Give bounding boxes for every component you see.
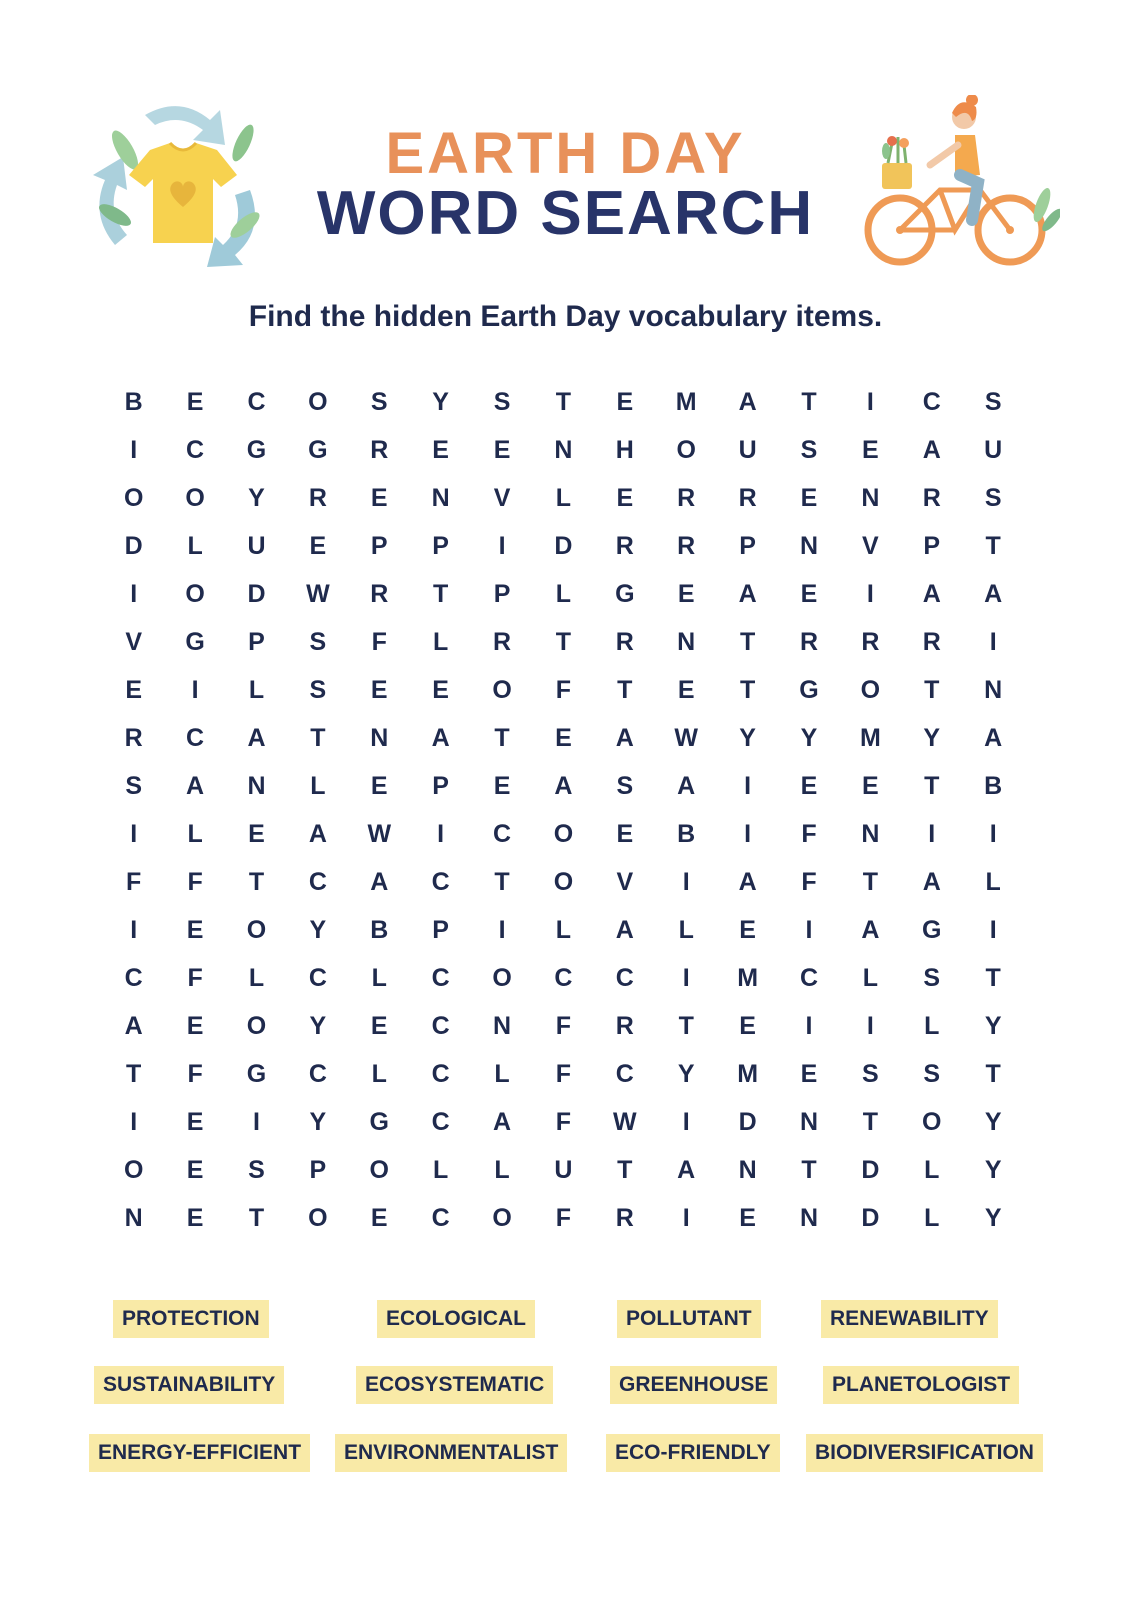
grid-letter[interactable]: A	[861, 916, 880, 944]
grid-letter[interactable]: O	[492, 964, 512, 992]
grid-letter[interactable]: T	[985, 532, 1001, 560]
grid-letter[interactable]: N	[554, 436, 573, 464]
grid-letter[interactable]: E	[800, 772, 818, 800]
grid-letter[interactable]: E	[370, 1012, 388, 1040]
grid-letter[interactable]: R	[799, 628, 819, 656]
grid-letter[interactable]: L	[248, 964, 265, 992]
grid-letter[interactable]: N	[431, 484, 450, 512]
grid-letter[interactable]: U	[554, 1156, 573, 1184]
grid-letter[interactable]: S	[248, 1156, 265, 1184]
grid-letter[interactable]: E	[309, 532, 327, 560]
grid-letter[interactable]: Y	[984, 1204, 1002, 1232]
grid-letter[interactable]: T	[924, 772, 940, 800]
word-tag: GREENHOUSE	[610, 1366, 777, 1404]
grid-letter[interactable]: T	[985, 1060, 1001, 1088]
grid-letter[interactable]: T	[555, 628, 572, 656]
grid-letter[interactable]: D	[247, 580, 266, 608]
grid-letter[interactable]: F	[126, 868, 142, 896]
grid-letter[interactable]: E	[616, 388, 634, 416]
grid-letter[interactable]: C	[615, 1060, 634, 1088]
grid-letter[interactable]: G	[246, 1060, 267, 1088]
grid-letter[interactable]: O	[308, 388, 328, 416]
grid-letter[interactable]: C	[431, 868, 450, 896]
word-tag: ENVIRONMENTALIST	[335, 1434, 567, 1472]
grid-letter[interactable]: C	[186, 436, 205, 464]
grid-letter[interactable]: L	[371, 1060, 387, 1088]
grid-letter[interactable]: E	[186, 1012, 204, 1040]
grid-letter[interactable]: Y	[984, 1156, 1002, 1184]
word-list	[0, 1300, 1131, 1500]
grid-letter[interactable]: Y	[800, 724, 818, 752]
grid-letter[interactable]: F	[555, 1012, 572, 1040]
grid-letter[interactable]: I	[805, 1012, 813, 1040]
grid-letter[interactable]: C	[186, 724, 205, 752]
grid-letter[interactable]: M	[737, 964, 759, 992]
grid-letter[interactable]: N	[984, 676, 1003, 704]
grid-letter[interactable]: N	[799, 1204, 819, 1232]
grid-letter[interactable]: F	[187, 868, 203, 896]
grid-letter[interactable]: Y	[984, 1108, 1002, 1136]
grid-letter[interactable]: W	[367, 820, 392, 848]
grid-letter[interactable]: E	[432, 436, 449, 464]
grid-letter[interactable]: R	[493, 628, 512, 656]
grid-letter[interactable]: O	[922, 1108, 942, 1136]
grid-letter[interactable]: M	[675, 388, 697, 416]
grid-letter[interactable]: T	[924, 676, 940, 704]
grid-letter[interactable]: I	[130, 580, 138, 608]
grid-letter[interactable]: D	[124, 532, 143, 560]
grid-letter[interactable]: P	[248, 628, 265, 656]
grid-letter[interactable]: T	[494, 724, 510, 752]
grid-letter[interactable]: T	[801, 1156, 817, 1184]
grid-letter[interactable]: Y	[309, 1012, 327, 1040]
grid-letter[interactable]: R	[615, 1012, 634, 1040]
grid-letter[interactable]: S	[309, 676, 327, 704]
grid-letter[interactable]: P	[309, 1156, 327, 1184]
grid-letter[interactable]: E	[186, 1204, 204, 1232]
grid-letter[interactable]: V	[493, 484, 511, 512]
grid-letter[interactable]: L	[187, 532, 203, 560]
grid-letter[interactable]: G	[799, 676, 819, 704]
grid-letter[interactable]: B	[370, 916, 389, 944]
grid-letter[interactable]: E	[677, 676, 695, 704]
grid-letter[interactable]: P	[432, 532, 449, 560]
grid-letter[interactable]: T	[555, 388, 572, 416]
word-tag: ECOLOGICAL	[377, 1300, 535, 1338]
grid-letter[interactable]: S	[923, 964, 941, 992]
grid-letter[interactable]: O	[676, 436, 696, 464]
grid-letter[interactable]: A	[984, 580, 1003, 608]
word-tag: PLANETOLOGIST	[823, 1366, 1019, 1404]
grid-letter[interactable]: E	[616, 820, 634, 848]
grid-letter[interactable]: T	[248, 1204, 265, 1232]
grid-letter[interactable]: N	[799, 1108, 819, 1136]
grid-letter[interactable]: L	[187, 820, 203, 848]
grid-letter[interactable]: P	[739, 532, 756, 560]
grid-letter[interactable]: I	[682, 1108, 690, 1136]
grid-letter[interactable]: L	[924, 1156, 940, 1184]
grid-letter[interactable]: W	[306, 580, 330, 608]
grid-letter[interactable]: O	[860, 676, 881, 704]
grid-letter[interactable]: T	[126, 1060, 142, 1088]
grid-letter[interactable]: M	[737, 1060, 759, 1088]
grid-letter[interactable]: L	[433, 628, 449, 656]
word-tag: RENEWABILITY	[821, 1300, 998, 1338]
grid-letter[interactable]: E	[370, 484, 388, 512]
grid-letter[interactable]: I	[744, 820, 752, 848]
grid-letter[interactable]: L	[555, 580, 572, 608]
grid-letter[interactable]: E	[800, 1060, 818, 1088]
grid-letter[interactable]: N	[799, 532, 819, 560]
grid-letter[interactable]: N	[124, 1204, 143, 1232]
grid-letter[interactable]: L	[310, 772, 326, 800]
grid-letter[interactable]: I	[866, 1012, 874, 1040]
grid-letter[interactable]: A	[493, 1108, 512, 1136]
grid-letter[interactable]: L	[985, 868, 1001, 896]
grid-letter[interactable]: W	[674, 724, 699, 752]
grid-letter[interactable]: N	[861, 820, 880, 848]
grid-letter[interactable]: N	[861, 484, 880, 512]
word-tag: ECOSYSTEMATIC	[356, 1366, 553, 1404]
grid-letter[interactable]: T	[617, 676, 633, 704]
word-tag: PROTECTION	[113, 1300, 269, 1338]
grid-letter[interactable]: R	[738, 484, 757, 512]
grid-letter[interactable]: I	[989, 916, 997, 944]
grid-letter[interactable]: Y	[309, 1108, 327, 1136]
grid-letter[interactable]: R	[124, 724, 143, 752]
grid-letter[interactable]: I	[989, 628, 997, 656]
grid-letter[interactable]: C	[308, 964, 327, 992]
grid-letter[interactable]: D	[738, 1108, 757, 1136]
grid-letter[interactable]: R	[677, 484, 696, 512]
grid-letter[interactable]: F	[187, 964, 203, 992]
grid-letter[interactable]: E	[739, 916, 756, 944]
grid-letter[interactable]: I	[805, 916, 813, 944]
grid-letter[interactable]: T	[494, 868, 510, 896]
word-tag: BIODIVERSIFICATION	[806, 1434, 1043, 1472]
grid-letter[interactable]: N	[738, 1156, 757, 1184]
grid-letter[interactable]: A	[308, 820, 327, 848]
grid-letter[interactable]: S	[493, 388, 511, 416]
grid-letter[interactable]: U	[247, 532, 266, 560]
grid-letter[interactable]: E	[555, 724, 572, 752]
grid-letter[interactable]: T	[862, 868, 879, 896]
grid-letter[interactable]: F	[555, 1060, 572, 1088]
grid-letter[interactable]: R	[370, 436, 389, 464]
grid-letter[interactable]: S	[862, 1060, 879, 1088]
grid-letter[interactable]: O	[123, 1156, 144, 1184]
grid-letter[interactable]: N	[247, 772, 266, 800]
grid-letter[interactable]: O	[492, 1204, 512, 1232]
grid-letter[interactable]: C	[922, 388, 941, 416]
grid-letter[interactable]: G	[615, 580, 635, 608]
grid-letter[interactable]: G	[246, 436, 267, 464]
grid-letter[interactable]: E	[370, 1204, 388, 1232]
grid-letter[interactable]: A	[615, 724, 634, 752]
grid-letter[interactable]: I	[744, 772, 752, 800]
grid-letter[interactable]: G	[922, 916, 942, 944]
grid-letter[interactable]: I	[866, 580, 874, 608]
grid-letter[interactable]: U	[738, 436, 757, 464]
grid-letter[interactable]: S	[984, 484, 1002, 512]
grid-letter[interactable]: E	[370, 676, 388, 704]
grid-letter[interactable]: P	[370, 532, 388, 560]
grid-letter[interactable]: W	[613, 1108, 637, 1136]
grid-letter[interactable]: O	[553, 868, 574, 896]
grid-letter[interactable]: A	[370, 868, 389, 896]
grid-letter[interactable]: A	[738, 388, 757, 416]
grid-letter[interactable]: E	[248, 820, 265, 848]
grid-letter[interactable]: N	[677, 628, 696, 656]
grid-letter[interactable]: P	[432, 916, 449, 944]
grid-letter[interactable]: Y	[923, 724, 941, 752]
grid-letter[interactable]: A	[922, 436, 941, 464]
grid-letter[interactable]: T	[862, 1108, 879, 1136]
grid-letter[interactable]: I	[253, 1108, 260, 1136]
grid-letter[interactable]: I	[928, 820, 936, 848]
grid-letter[interactable]: I	[130, 916, 138, 944]
grid-letter[interactable]: M	[859, 724, 881, 752]
grid-letter[interactable]: E	[186, 916, 204, 944]
grid-letter[interactable]: R	[677, 532, 696, 560]
grid-letter[interactable]: B	[124, 388, 143, 416]
grid-letter[interactable]: F	[801, 820, 817, 848]
grid-letter[interactable]: E	[739, 1204, 756, 1232]
grid-letter[interactable]: C	[124, 964, 143, 992]
grid-letter[interactable]: L	[924, 1204, 940, 1232]
grid-letter[interactable]: E	[125, 676, 143, 704]
grid-letter[interactable]: C	[615, 964, 634, 992]
grid-letter[interactable]: T	[801, 388, 817, 416]
grid-letter[interactable]: T	[310, 724, 326, 752]
grid-letter[interactable]: V	[125, 628, 143, 656]
grid-letter[interactable]: G	[185, 628, 205, 656]
grid-letter[interactable]: C	[554, 964, 573, 992]
grid-letter[interactable]: I	[437, 820, 445, 848]
grid-letter[interactable]: V	[616, 868, 634, 896]
grid-letter[interactable]: L	[555, 916, 572, 944]
grid-letter[interactable]: A	[247, 724, 266, 752]
grid-letter[interactable]: B	[984, 772, 1003, 800]
grid-letter[interactable]: I	[130, 820, 138, 848]
grid-letter[interactable]: A	[186, 772, 205, 800]
grid-letter[interactable]: Y	[984, 1012, 1002, 1040]
grid-letter[interactable]: I	[498, 532, 506, 560]
grid-letter[interactable]: S	[984, 388, 1002, 416]
grid-letter[interactable]: P	[432, 772, 449, 800]
grid-letter[interactable]: R	[615, 532, 634, 560]
grid-letter[interactable]: E	[186, 1156, 204, 1184]
grid-letter[interactable]: E	[186, 388, 204, 416]
grid-letter[interactable]: E	[432, 676, 449, 704]
grid-letter[interactable]: E	[493, 436, 511, 464]
grid-letter[interactable]: O	[246, 916, 267, 944]
grid-letter[interactable]: F	[555, 1108, 572, 1136]
grid-letter[interactable]: A	[922, 868, 941, 896]
grid-letter[interactable]: A	[677, 1156, 696, 1184]
grid-letter[interactable]: I	[498, 916, 506, 944]
grid-letter[interactable]: E	[862, 436, 879, 464]
grid-letter[interactable]: O	[185, 484, 205, 512]
grid-letter[interactable]: L	[248, 676, 265, 704]
grid-letter[interactable]: L	[862, 964, 879, 992]
grid-letter[interactable]: A	[124, 1012, 143, 1040]
grid-letter[interactable]: T	[433, 580, 449, 608]
grid-letter[interactable]: C	[493, 820, 512, 848]
grid-letter[interactable]: T	[678, 1012, 694, 1040]
letter-grid	[103, 384, 1023, 1248]
grid-letter[interactable]: A	[984, 724, 1003, 752]
grid-letter[interactable]: A	[554, 772, 573, 800]
grid-letter[interactable]: I	[130, 1108, 138, 1136]
grid-letter[interactable]: R	[615, 628, 634, 656]
grid-letter[interactable]: L	[494, 1156, 510, 1184]
grid-letter[interactable]: C	[431, 1108, 450, 1136]
grid-letter[interactable]: I	[191, 676, 199, 704]
grid-letter[interactable]: F	[555, 676, 572, 704]
grid-letter[interactable]: O	[185, 580, 205, 608]
grid-letter[interactable]: E	[739, 1012, 756, 1040]
grid-letter[interactable]: G	[369, 1108, 389, 1136]
grid-letter[interactable]: L	[433, 1156, 449, 1184]
grid-letter[interactable]: T	[739, 676, 756, 704]
grid-letter[interactable]: R	[861, 628, 880, 656]
word-tag: POLLUTANT	[617, 1300, 761, 1338]
grid-letter[interactable]: O	[553, 820, 574, 848]
word-tag: ECO-FRIENDLY	[606, 1434, 780, 1472]
grid-letter[interactable]: E	[862, 772, 879, 800]
grid-letter[interactable]: F	[187, 1060, 203, 1088]
grid-letter[interactable]: L	[678, 916, 694, 944]
grid-letter[interactable]: O	[123, 484, 144, 512]
grid-letter[interactable]: Y	[677, 1060, 695, 1088]
grid-letter[interactable]: A	[738, 868, 757, 896]
grid-letter[interactable]: Y	[309, 916, 327, 944]
grid-letter[interactable]: R	[615, 1204, 634, 1232]
title-earth-day: EARTH DAY	[385, 121, 746, 186]
grid-letter[interactable]: R	[308, 484, 327, 512]
grid-letter[interactable]: E	[800, 580, 818, 608]
grid-letter[interactable]: C	[431, 1204, 450, 1232]
grid-letter[interactable]: D	[861, 1156, 880, 1184]
grid-letter[interactable]: P	[923, 532, 941, 560]
grid-letter[interactable]: A	[922, 580, 941, 608]
grid-letter[interactable]: F	[801, 868, 817, 896]
grid-letter[interactable]: L	[371, 964, 387, 992]
grid-letter[interactable]: O	[246, 1012, 267, 1040]
grid-letter[interactable]: S	[125, 772, 143, 800]
grid-letter[interactable]: E	[800, 484, 818, 512]
grid-letter[interactable]: I	[682, 964, 690, 992]
grid-letter[interactable]: C	[308, 868, 327, 896]
grid-letter[interactable]: A	[431, 724, 450, 752]
grid-letter[interactable]: R	[922, 628, 941, 656]
grid-letter[interactable]: F	[555, 1204, 572, 1232]
grid-letter[interactable]: C	[247, 388, 266, 416]
grid-letter[interactable]: T	[248, 868, 265, 896]
grid-letter[interactable]: D	[554, 532, 573, 560]
grid-letter[interactable]: S	[923, 1060, 941, 1088]
grid-letter[interactable]: C	[431, 1060, 450, 1088]
grid-letter[interactable]: U	[984, 436, 1003, 464]
grid-letter[interactable]: B	[677, 820, 696, 848]
grid-letter[interactable]: A	[738, 580, 757, 608]
instructions-subtitle: Find the hidden Earth Day vocabulary items.	[248, 300, 883, 333]
grid-letter[interactable]: L	[924, 1012, 940, 1040]
grid-letter[interactable]: N	[493, 1012, 512, 1040]
title-word-search: WORD SEARCH	[316, 179, 815, 248]
grid-letter[interactable]: O	[492, 676, 512, 704]
grid-letter[interactable]: O	[369, 1156, 389, 1184]
grid-letter[interactable]: Y	[432, 388, 449, 416]
grid-letter[interactable]: A	[677, 772, 696, 800]
grid-letter[interactable]: G	[308, 436, 328, 464]
grid-letter[interactable]: T	[617, 1156, 633, 1184]
grid-letter[interactable]: I	[682, 868, 690, 896]
grid-letter[interactable]: V	[862, 532, 879, 560]
grid-letter[interactable]: I	[989, 820, 997, 848]
grid-letter[interactable]: N	[370, 724, 389, 752]
grid-letter[interactable]: S	[616, 772, 634, 800]
grid-letter[interactable]: O	[308, 1204, 328, 1232]
grid-letter[interactable]: E	[616, 484, 634, 512]
grid-letter[interactable]: S	[309, 628, 327, 656]
grid-letter[interactable]: C	[431, 1012, 450, 1040]
grid-letter[interactable]: E	[677, 580, 695, 608]
grid-letter[interactable]: L	[555, 484, 572, 512]
grid-letter[interactable]: Y	[739, 724, 756, 752]
grid-letter[interactable]: R	[922, 484, 941, 512]
grid-letter[interactable]: E	[186, 1108, 204, 1136]
grid-letter[interactable]: Y	[248, 484, 265, 512]
grid-letter[interactable]: S	[800, 436, 818, 464]
grid-letter[interactable]: L	[494, 1060, 510, 1088]
grid-letter[interactable]: E	[370, 772, 388, 800]
grid-letter[interactable]: I	[866, 388, 874, 416]
word-tag: SUSTAINABILITY	[94, 1366, 284, 1404]
grid-letter[interactable]: D	[861, 1204, 880, 1232]
grid-letter[interactable]: C	[431, 964, 450, 992]
grid-letter[interactable]: I	[682, 1204, 690, 1232]
word-tag: ENERGY-EFFICIENT	[89, 1434, 310, 1472]
grid-letter[interactable]: T	[739, 628, 756, 656]
grid-letter[interactable]: P	[493, 580, 511, 608]
grid-letter[interactable]: I	[130, 436, 138, 464]
grid-letter[interactable]: S	[370, 388, 388, 416]
grid-letter[interactable]: C	[308, 1060, 327, 1088]
grid-letter[interactable]: E	[493, 772, 511, 800]
grid-letter[interactable]: R	[370, 580, 389, 608]
grid-letter[interactable]: T	[985, 964, 1001, 992]
grid-letter[interactable]: C	[799, 964, 819, 992]
grid-letter[interactable]: H	[615, 436, 634, 464]
grid-letter[interactable]: F	[371, 628, 387, 656]
grid-letter[interactable]: A	[615, 916, 634, 944]
